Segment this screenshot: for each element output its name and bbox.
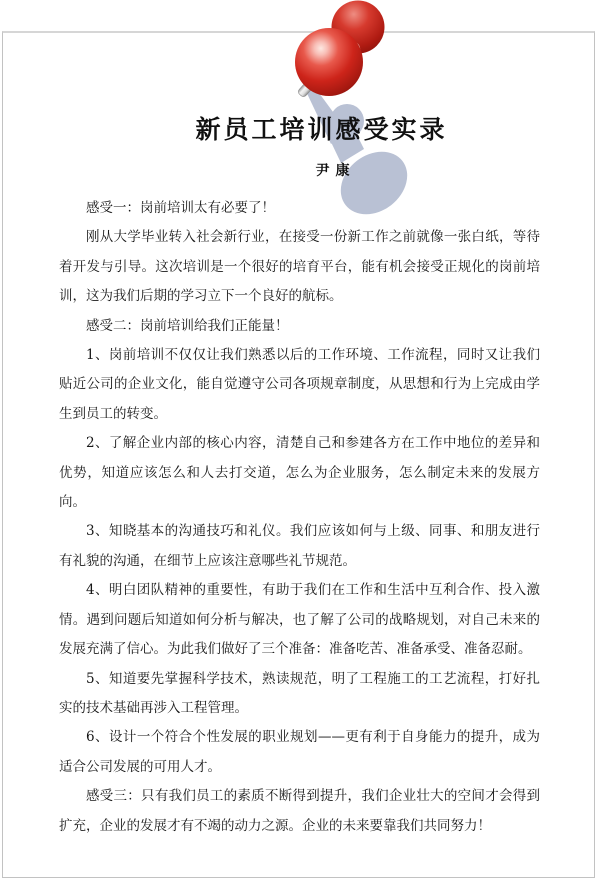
pushpin-ball — [295, 28, 363, 96]
paragraph-item-2: 2、了解企业内部的核心内容，清楚自己和参建各方在工作中地位的差异和优势，知道应该怎么和人去打交道，怎么为企业服务，怎么制定未来的发展方向。 — [59, 435, 540, 511]
paragraph-item-5: 5、知道要先掌握科学技术，熟读规范，明了工程施工的工艺流程，打好扎实的技术基础再涉入工程管理。 — [59, 670, 540, 716]
paragraph-impression-1-heading: 感受一：岗前培训太有必要了！ — [86, 200, 275, 216]
paragraph-item-6: 6、设计一个符合个性发展的职业规划——更有利于自身能力的提升，成为适合公司发展的可用人才。 — [59, 729, 540, 775]
paragraph-impression-1-text: 刚从大学毕业转入社会新行业，在接受一份新工作之前就像一张白纸，等待着开发与引导。这次培训是一个很好的培育平台，能有机会接受正规化的岗前培训，这为我们后期的学习立下一个良好的航标。 — [59, 229, 540, 305]
document-body — [59, 194, 540, 841]
document-author: 尹康 — [315, 163, 356, 179]
paragraph-item-3: 3、知晓基本的沟通技巧和礼仪。我们应该如何与上级、同事、和朋友进行有礼貌的沟通，在细节上应该注意哪些礼节规范。 — [59, 523, 540, 569]
document-content — [3, 114, 594, 841]
paragraph-impression-2-heading: 感受二：岗前培训给我们正能量！ — [86, 317, 289, 334]
paragraph-item-1: 1、岗前培训不仅仅让我们熟悉以后的工作环境、工作流程，同时又让我们贴近公司的企业文化，能自觉遵守公司各项规章制度，从思想和行为上完成由学生到员工的转变。 — [59, 347, 540, 422]
document-title: 新员工培训感受实录 — [195, 115, 448, 144]
paragraph-item-4: 4、明白团队精神的重要性，有助于我们在工作和生活中互利合作、投入激情。遇到问题后知道如何分析与解决，也了解了公司的战略规划，对自己未来的发展充满了信心。为此我们做好了三个准备：准备吃苦、准备承受、准备忍耐。 — [59, 582, 540, 658]
document-page — [2, 31, 595, 878]
paragraph-impression-3: 感受三：只有我们员工的素质不断得到提升，我们企业壮大的空间才会得到扩充，企业的发展才有不竭的动力之源。企业的未来要靠我们共同努力！ — [59, 788, 540, 834]
